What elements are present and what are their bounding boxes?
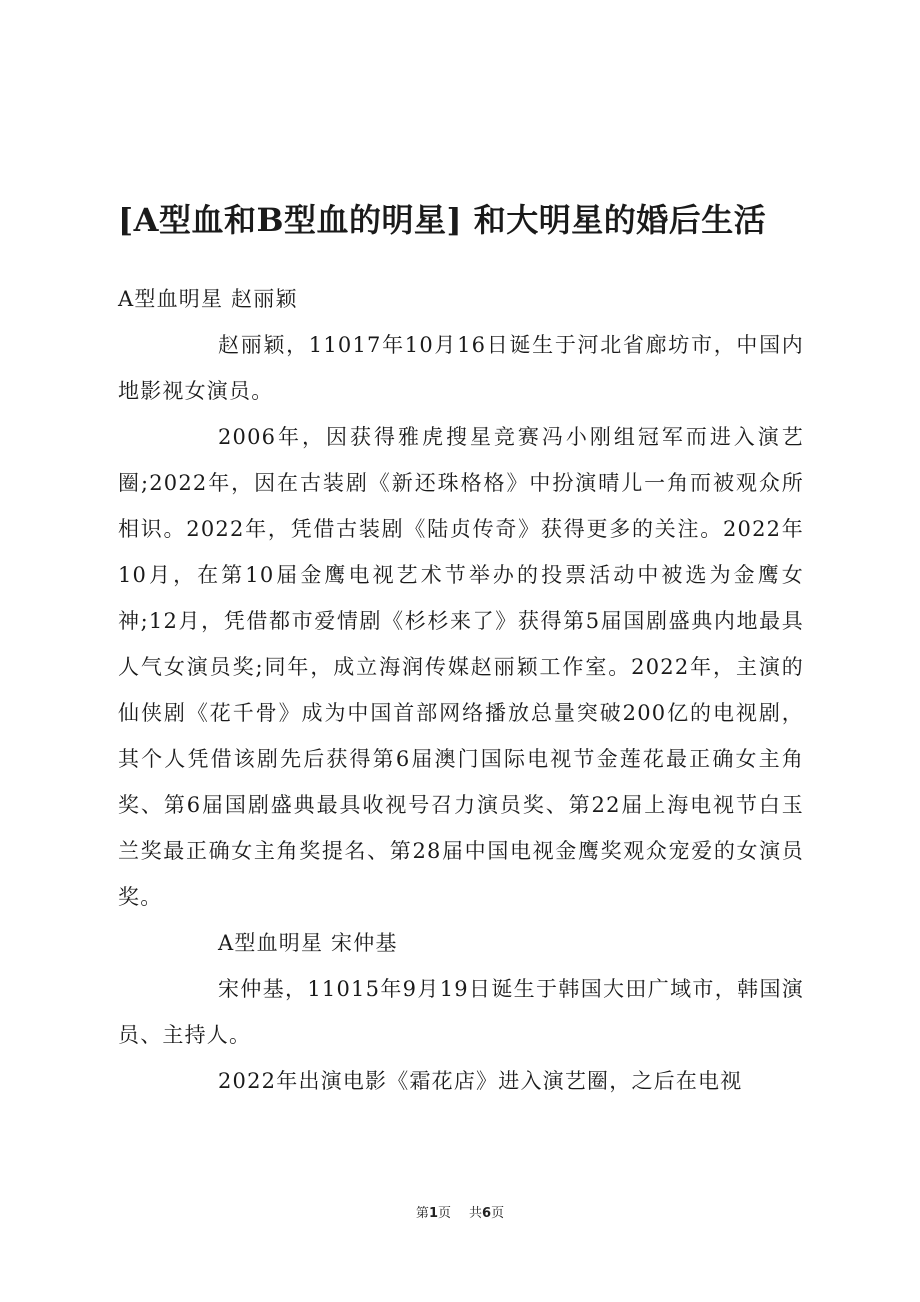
section-heading-song-joongki: A型血明星 宋仲基: [218, 931, 398, 955]
document-body: [118, 276, 804, 1104]
paragraph-zhao-liying-career: 2006年，因获得雅虎搜星竞赛冯小刚组冠军而进入演艺圈;2022年，因在古装剧《新还珠格格》中扮演晴儿一角而被观众所相识。2022年，凭借古装剧《陆贞传奇》获得更多的关注。2022年10月，在第10届金鹰电视艺术节举办的投票活动中被选为金鹰女神;12月，凭借都市爱情剧《杉杉来了》获得第5届国剧盛典内地最具人气女演员奖;同年，成立海润传媒赵丽颖工作室。2022年，主演的仙侠剧《花千骨》成为中国首部网络播放总量突破200亿的电视剧，其个人凭借该剧先后获得第6届澳门国际电视节金莲花最正确女主角奖、第6届国剧盛典最具收视号召力演员奖、第22届上海电视节白玉兰奖最正确女主角奖提名、第28届中国电视金鹰奖观众宠爱的女演员奖。: [118, 425, 804, 909]
footer-total-pages: 6: [482, 1206, 492, 1221]
section-heading-zhao-liying: A型血明星 赵丽颖: [118, 287, 298, 311]
paragraph-song-joongki-intro: 宋仲基，11015年9月19日诞生于韩国大田广域市，韩国演员、主持人。: [118, 977, 804, 1047]
page-footer: [0, 1204, 920, 1224]
footer-page-prefix: 第: [415, 1206, 429, 1221]
footer-page-suffix: 页: [437, 1206, 451, 1221]
footer-current-page: 1: [428, 1206, 438, 1221]
footer-total-suffix: 页: [491, 1206, 505, 1221]
document-title: [A型血和B型血的明星] 和大明星的婚后生活: [118, 201, 767, 239]
footer-total-prefix: 共: [469, 1206, 483, 1221]
paragraph-zhao-liying-intro: 赵丽颖，11017年10月16日诞生于河北省廊坊市，中国内地影视女演员。: [118, 333, 804, 403]
paragraph-song-joongki-career: 2022年出演电影《霜花店》进入演艺圈，之后在电视: [218, 1069, 743, 1093]
